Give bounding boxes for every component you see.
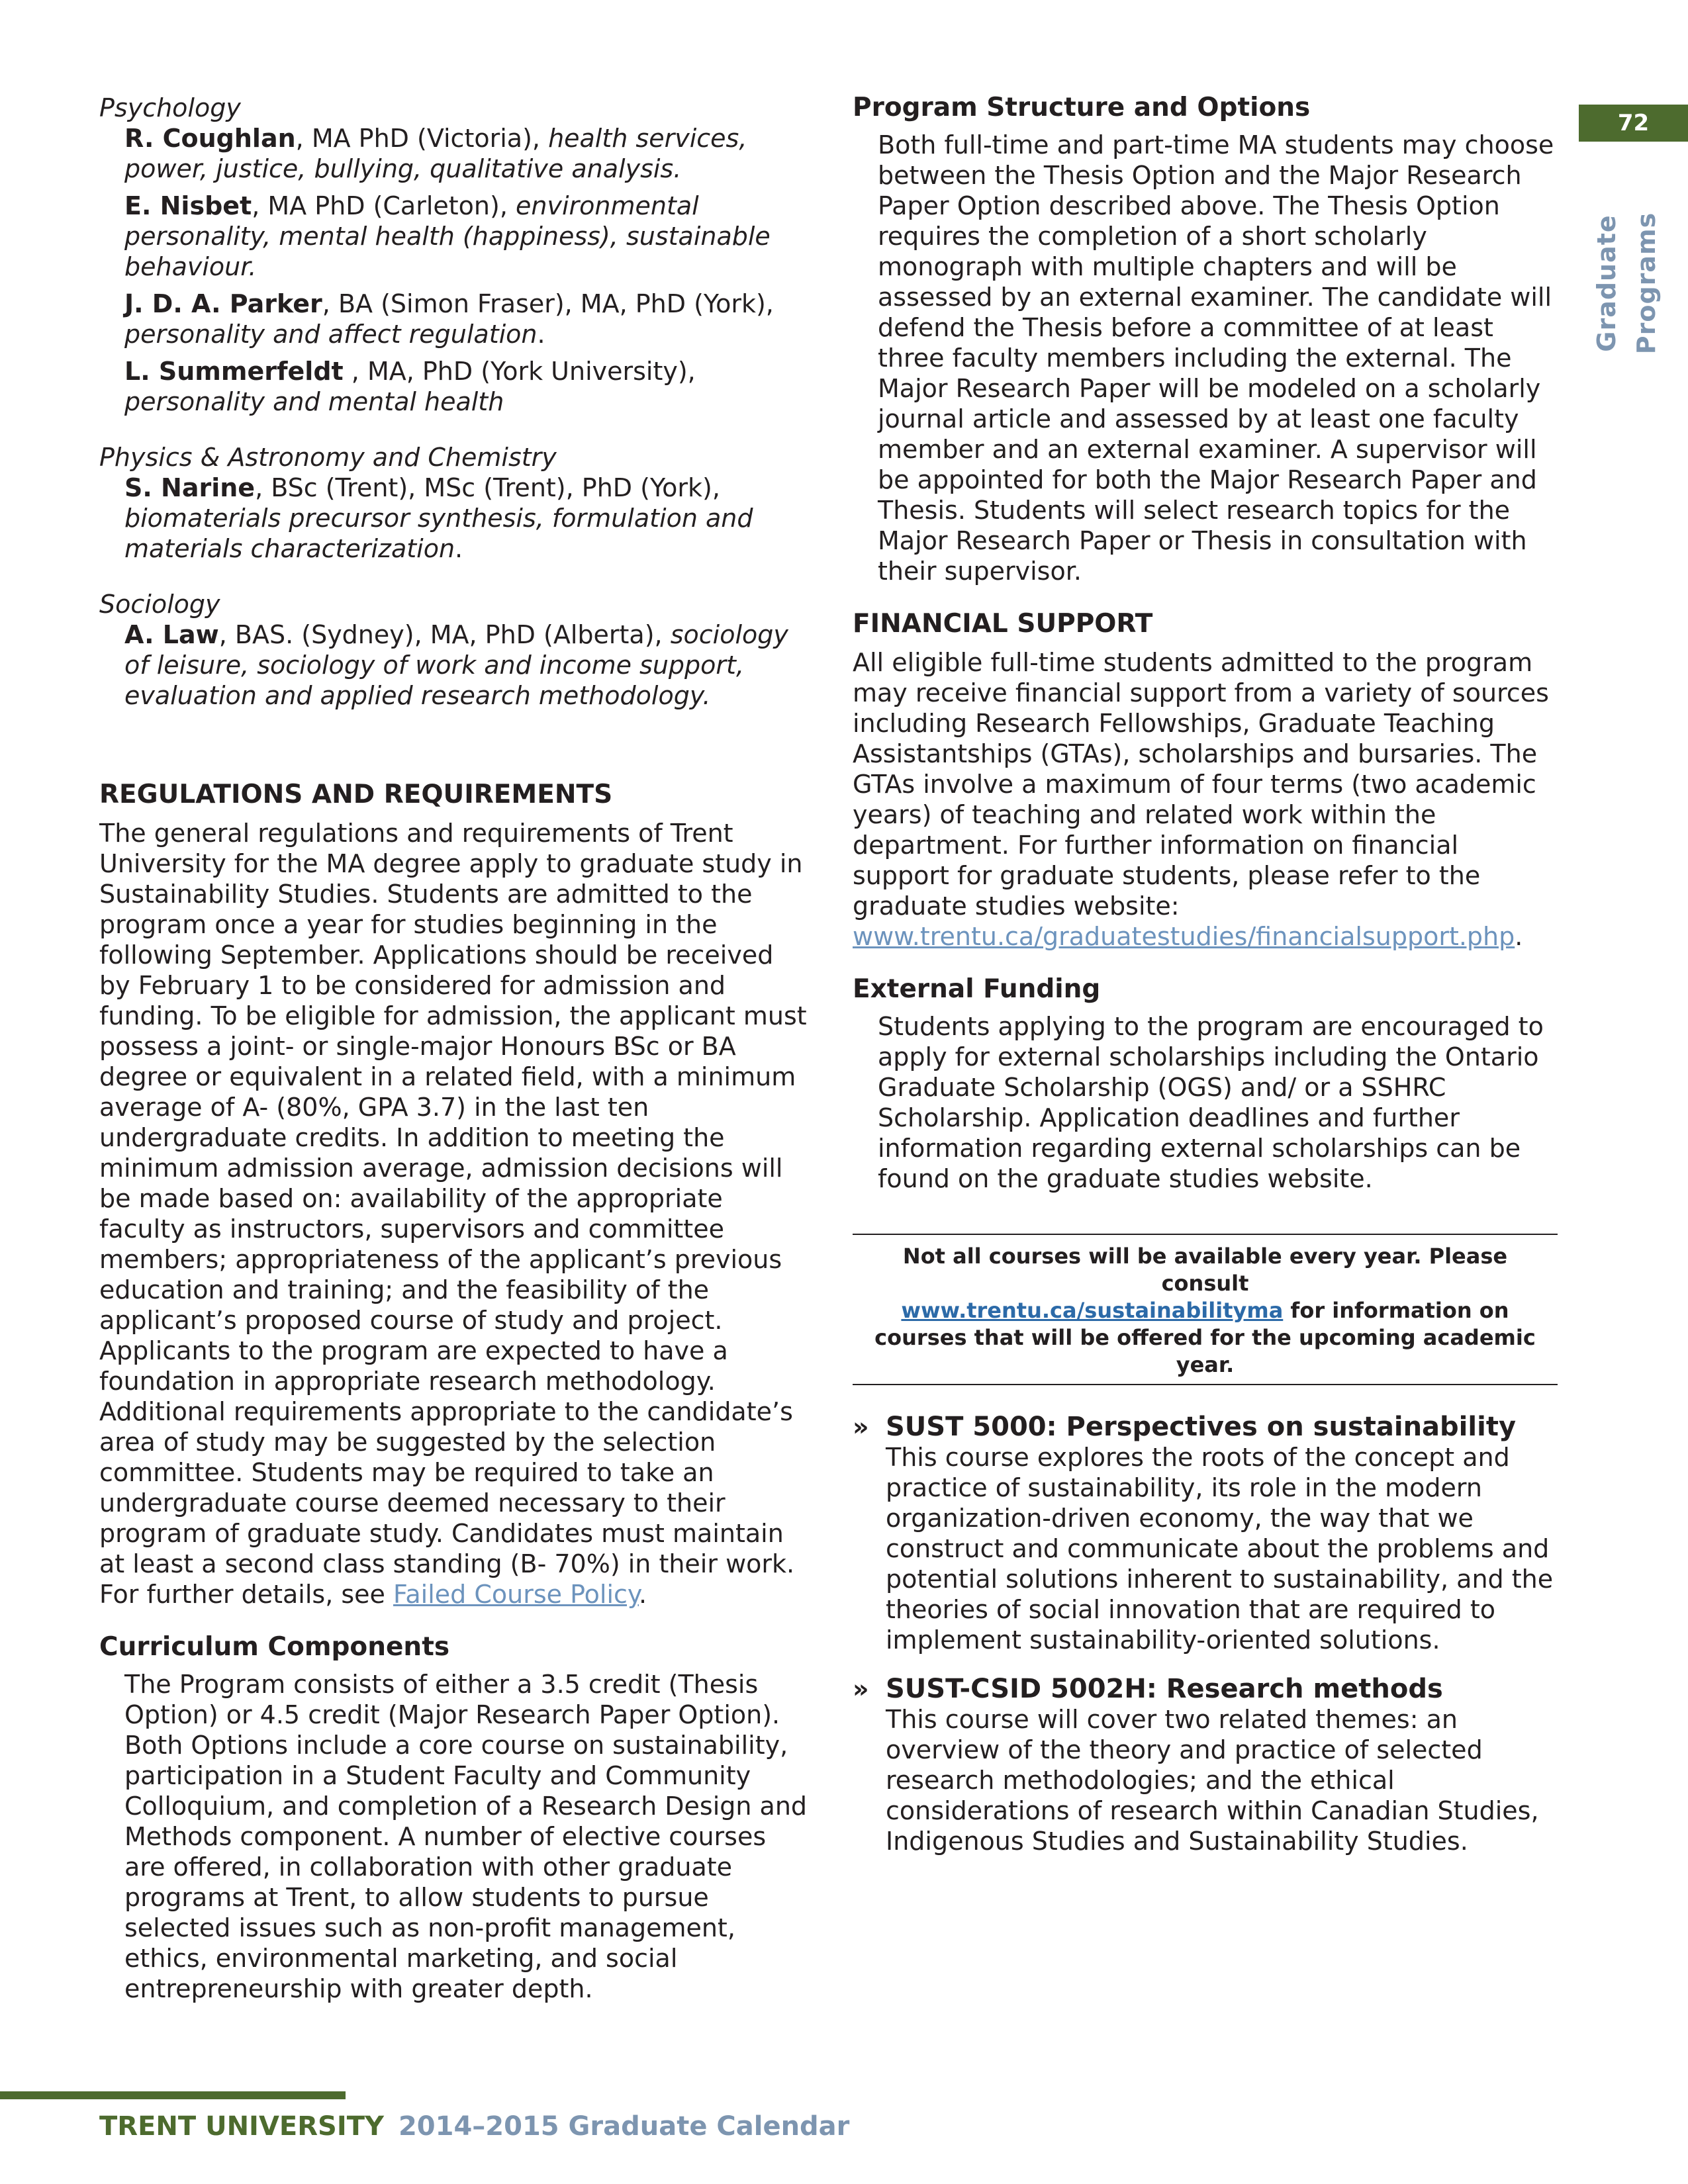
faculty-name: L. Summerfeldt: [124, 357, 344, 386]
notice-line-2: for information on courses that will be offered for the upcoming academic year.: [874, 1298, 1536, 1377]
regulations-heading: REGULATIONS AND REQUIREMENTS: [99, 780, 613, 809]
curriculum-heading: Curriculum Components: [99, 1632, 450, 1662]
curriculum-body: The Program consists of either a 3.5 credit (Thesis Option) or 4.5 credit (Major Research Paper Option). Both Options include a core course on sustainability, participation in a Student Faculty and Community Colloquium, and completion of a Research Design and Methods component. A number of elective courses are offered, in collaboration with other graduate programs at Trent, to allow students to pursue selected issues such as non-profit management, ethics, environmental marketing, and social entrepreneurship with greater depth.: [124, 1670, 808, 2003]
program-structure-heading: Program Structure and Options: [853, 93, 1311, 122]
footer-accent-bar: [0, 2091, 346, 2099]
course-description: This course will cover two related themes: an overview of the theory and practice of selected research methodologies; and the ethical considerations of research within Canadian Studies, Indigenous Studies and Sustainability Studies.: [886, 1705, 1539, 1856]
section-side-label: Graduate Programs: [1592, 212, 1661, 355]
faculty-tail: .: [455, 534, 463, 563]
faculty-group-physics: [99, 442, 808, 564]
faculty-name: J. D. A. Parker: [124, 289, 322, 318]
faculty-name: A. Law: [124, 620, 219, 649]
chevron-bullet-icon: »: [853, 1412, 869, 1441]
faculty-entry: [124, 356, 808, 417]
faculty-interests: sociology of leisure, sociology of work and income support, evaluation and applied research methodology.: [124, 620, 788, 710]
faculty-name: R. Coughlan: [124, 124, 296, 153]
faculty-name: E. Nisbet: [124, 191, 252, 220]
regulations-tail: .: [638, 1580, 647, 1609]
financial-support-tail: .: [1515, 922, 1523, 951]
faculty-entry: [124, 473, 808, 564]
course-entry: [853, 1674, 1558, 1856]
left-column: [99, 93, 808, 2026]
faculty-group-sociology: [99, 589, 808, 711]
faculty-interests: personality and mental health: [124, 387, 504, 416]
footer-calendar: 2014–2015 Graduate Calendar: [398, 2111, 850, 2142]
notice-line-1: Not all courses will be available every year. Please consult: [902, 1244, 1508, 1296]
financial-support-heading: FINANCIAL SUPPORT: [853, 609, 1153, 639]
course-title: SUST-CSID 5002H: Research methods: [886, 1674, 1443, 1704]
external-funding-heading: External Funding: [853, 974, 1101, 1004]
department-heading: Physics & Astronomy and Chemistry: [99, 443, 557, 472]
chevron-bullet-icon: »: [853, 1674, 869, 1704]
external-funding-body: Students applying to the program are encouraged to apply for external scholarships including the Ontario Graduate Scholarship (OGS) and/ or a SSHRC Scholarship. Application deadlines and further information regarding external scholarships can be found on the graduate studies website.: [878, 1012, 1544, 1193]
footer-university: TRENT UNIVERSITY: [99, 2111, 384, 2142]
course-entry: [853, 1412, 1558, 1655]
department-heading: Psychology: [99, 93, 241, 122]
faculty-credentials: , MA PhD (Victoria),: [295, 124, 549, 153]
faculty-entry: [124, 289, 808, 349]
regulations-section: [99, 780, 808, 1610]
external-funding-section: [853, 974, 1558, 1194]
program-structure-section: [853, 93, 1558, 586]
faculty-credentials: , BSc (Trent), MSc (Trent), PhD (York),: [255, 473, 720, 502]
footer: [99, 2110, 849, 2143]
curriculum-section: [99, 1632, 808, 2004]
faculty-entry: [124, 619, 808, 711]
failed-course-policy-link[interactable]: Failed Course Policy: [393, 1580, 639, 1609]
faculty-name: S. Narine: [124, 473, 256, 502]
faculty-credentials: , BAS. (Sydney), MA, PhD (Alberta),: [218, 620, 671, 649]
sustainability-ma-link[interactable]: www.trentu.ca/sustainabilityma: [901, 1298, 1284, 1323]
page-number-tab: 72: [1579, 105, 1688, 142]
course-description: This course explores the roots of the concept and practice of sustainability, its role in the modern organization-driven economy, the way that we construct and communicate about the problems and potential solutions inherent to sustainability, and the theories of social innovation that are required to implement sustainability-oriented solutions.: [886, 1443, 1554, 1655]
faculty-interests: environmental personality, mental health (happiness), sustainable behaviour.: [124, 191, 771, 281]
faculty-interests: personality and affect regulation: [124, 320, 538, 349]
course-title: SUST 5000: Perspectives on sustainability: [886, 1412, 1517, 1442]
faculty-interests: biomaterials precursor synthesis, formulation and materials characterization: [124, 504, 753, 563]
faculty-interests: health services, power, justice, bullying, qualitative analysis.: [124, 124, 747, 183]
financial-support-body: [853, 647, 1558, 952]
faculty-credentials: , MA, PhD (York University),: [343, 357, 696, 386]
regulations-text: The general regulations and requirements of Trent University for the MA degree apply to graduate study in Sustainability Studies. Students are admitted to the program once a year for studies beginning in the following September. Applications should be received by February 1 to be considered for admission and funding. To be eligible for admission, the applicant must possess a joint- or single-major Honours BSc or BA degree or equivalent in a related field, with a minimum average of A- (80%, GPA 3.7) in the last ten undergraduate credits. In addition to meeting the minimum admission average, admission decisions will be made based on: availability of the appropriate faculty as instructors, supervisors and committee members; appropriateness of the applicant’s previous education and training; and the feasibility of the applicant’s proposed course of study and project. Applicants to the program are expected to have a foundation in appropriate research methodology. Additional requirements appropriate to the candidate’s area of study may be suggested by the selection committee. Students may be required to take an undergraduate course deemed necessary to their program of graduate study. Candidates must maintain at least a second class standing (B- 70%) in their work. For further details, see: [99, 819, 807, 1609]
right-column: [853, 93, 1558, 1875]
faculty-credentials: , MA PhD (Carleton),: [252, 191, 516, 220]
faculty-entry: [124, 191, 808, 282]
faculty-tail: .: [537, 320, 545, 349]
program-structure-body: Both full-time and part-time MA students may choose between the Thesis Option and the Major Research Paper Option described above. The Thesis Option requires the completion of a short scholarly monograph with multiple chapters and will be assessed by an external examiner. The candidate will defend the Thesis before a committee of at least three faculty members including the external. The Major Research Paper will be modeled on a scholarly journal article and assessed by at least one faculty member and an external examiner. A supervisor will be appointed for both the Major Research Paper and Thesis. Students will select research topics for the Major Research Paper or Thesis in consultation with their supervisor.: [878, 130, 1554, 586]
faculty-entry: [124, 123, 808, 184]
faculty-group-psychology: [99, 93, 808, 417]
course-availability-notice: [853, 1234, 1558, 1385]
faculty-credentials: , BA (Simon Fraser), MA, PhD (York),: [322, 289, 774, 318]
department-heading: Sociology: [99, 590, 220, 619]
financial-support-text: All eligible full-time students admitted to the program may receive financial support from a variety of sources including Research Fellowships, Graduate Teaching Assistantships (GTAs), scholarships and bursaries. The GTAs involve a maximum of four terms (two academic years) of teaching and related work within the department. For further information on financial support for graduate students, please refer to the graduate studies website:: [853, 648, 1549, 921]
regulations-body: [99, 818, 808, 1610]
financial-support-section: [853, 609, 1558, 952]
financial-support-link[interactable]: www.trentu.ca/graduatestudies/financialsupport.php: [853, 922, 1515, 951]
